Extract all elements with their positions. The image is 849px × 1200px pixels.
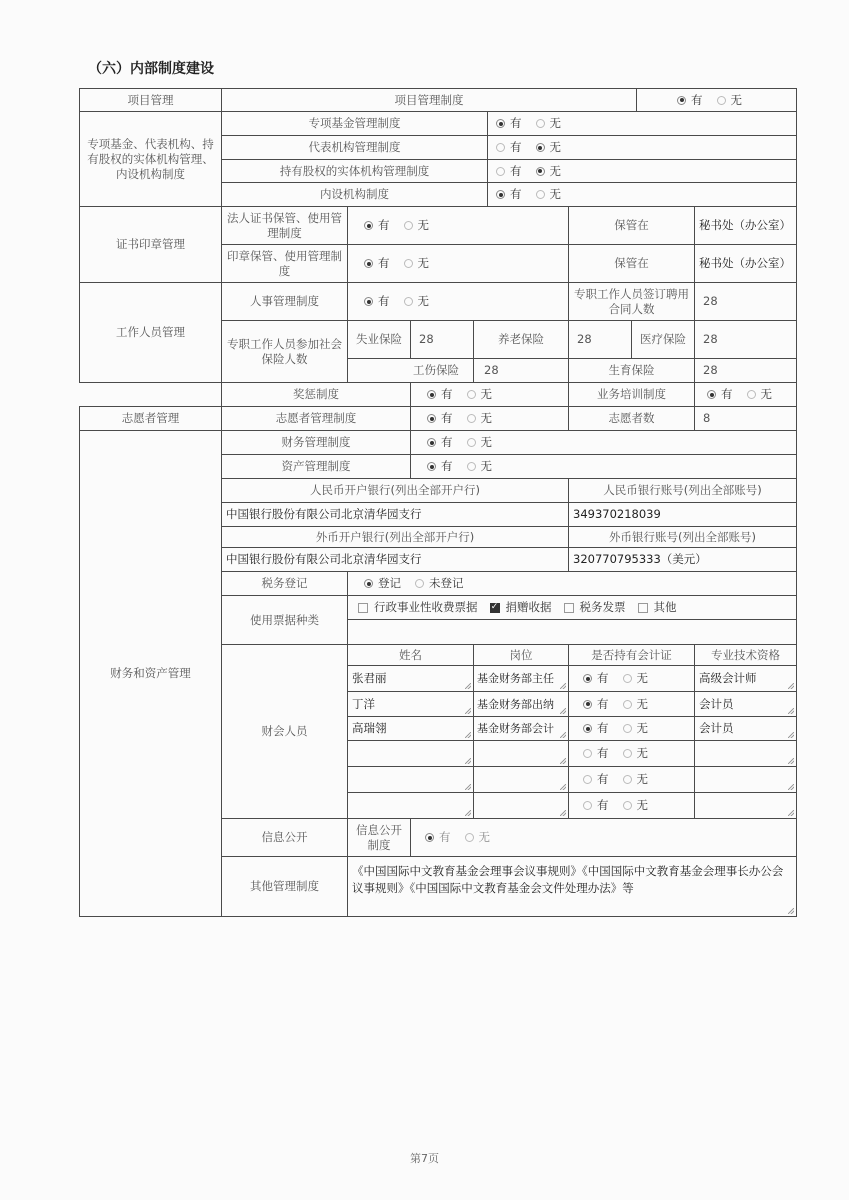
volunteer-count-value: 8 [694,406,797,431]
radio-label: 有 [597,671,609,685]
radio-label: 无 [636,671,648,685]
radio-label: 有 [441,435,453,449]
radio-empty-icon [496,143,505,152]
special-item: 持有股权的实体机构管理制度 [221,159,488,183]
radio-yes[interactable] [583,798,609,813]
medical-label: 医疗保险 [631,320,695,359]
radio-yes[interactable] [364,256,390,271]
radio-label: 无 [549,116,561,130]
radio-selected-icon [364,259,373,268]
acc-cert-choice[interactable] [568,716,695,741]
radio-yes[interactable] [677,93,703,108]
bill-type-checkbox[interactable] [358,600,478,615]
radio-empty-icon [404,221,413,230]
radio-label: 登记 [378,576,401,590]
radio-label: 无 [417,294,429,308]
checkbox-label: 其他 [653,600,677,614]
radio-empty-icon [467,414,476,423]
radio-yes[interactable] [364,576,401,591]
acc-qual[interactable] [694,740,797,767]
radio-label: 有 [439,830,451,844]
radio-no[interactable] [467,387,493,402]
disclosure-choice[interactable] [410,818,797,857]
radio-label: 无 [636,746,648,760]
special-choice[interactable] [487,159,797,183]
asset-choice[interactable] [410,454,797,479]
radio-label: 有 [441,459,453,473]
training-item: 业务培训制度 [568,382,695,407]
radio-empty-icon [467,462,476,471]
radio-empty-icon [623,749,632,758]
checkbox-empty-icon [564,603,574,613]
radio-label: 未登记 [429,576,464,590]
tax-label: 税务登记 [221,571,348,596]
acc-header-name: 姓名 [347,644,474,666]
acc-qual[interactable]: 会计员 [694,691,797,717]
section-title: （六）内部制度建设 [88,61,214,77]
acc-qual[interactable]: 会计员 [694,716,797,741]
checkbox-empty-icon [638,603,648,613]
radio-selected-icon [583,674,592,683]
radio-label: 有 [378,218,390,232]
acc-cert-choice[interactable] [568,792,695,819]
radio-yes[interactable] [496,116,522,131]
radio-yes[interactable] [583,746,609,761]
radio-label: 无 [480,435,492,449]
radio-no[interactable] [467,411,493,426]
radio-no[interactable] [467,435,493,450]
project-item: 项目管理制度 [221,88,637,112]
maternity-label: 生育保险 [568,358,695,383]
acc-qual[interactable] [694,766,797,793]
radio-empty-icon [404,259,413,268]
acc-cert-choice[interactable] [568,740,695,767]
asset-item: 资产管理制度 [221,454,411,479]
radio-label: 无 [760,387,772,401]
staff-label: 工作人员管理 [79,282,222,383]
seal-label: 证书印章管理 [79,206,222,283]
radio-empty-icon [583,749,592,758]
acc-post[interactable] [473,740,569,767]
volunteer-count-label: 志愿者数 [568,406,695,431]
radio-label: 有 [597,721,609,735]
radio-empty-icon [623,801,632,810]
injury-value: 28 [473,358,569,383]
kept-at-value: 秘书处（办公室） [694,206,797,245]
acc-post[interactable]: 基金财务部出纳 [473,691,569,717]
special-choice[interactable] [487,135,797,160]
radio-label: 无 [636,721,648,735]
radio-no[interactable] [415,576,464,591]
fx-account-value[interactable]: 320770795333（美元） [568,547,797,572]
acc-name[interactable]: 高瑞翎 [347,716,474,741]
radio-yes[interactable] [427,459,453,474]
radio-no[interactable] [623,772,649,787]
checkbox-label: 捐赠收据 [505,600,552,614]
acc-name[interactable]: 张君丽 [347,665,474,692]
acc-name[interactable] [347,792,474,819]
radio-no[interactable] [536,140,562,155]
radio-label: 无 [636,696,648,711]
kept-at-value: 秘书处（办公室） [694,244,797,283]
radio-empty-icon [536,119,545,128]
bill-types[interactable] [347,595,797,620]
reward-item: 奖惩制度 [221,382,411,407]
fx-bank-value[interactable]: 中国银行股份有限公司北京清华园支行 [221,547,569,572]
radio-label: 有 [597,746,609,760]
pension-label: 养老保险 [473,320,569,359]
radio-label: 无 [549,163,561,178]
acc-cert-choice[interactable] [568,665,695,692]
radio-label: 有 [510,163,522,178]
radio-empty-icon [467,438,476,447]
radio-no[interactable] [404,294,430,309]
acc-header-qual: 专业技术资格 [694,644,797,666]
bill-label: 使用票据种类 [221,595,348,645]
acc-name[interactable]: 丁洋 [347,691,474,717]
acc-cert-choice[interactable] [568,766,695,793]
seal-choice[interactable] [347,206,569,245]
other-value[interactable]: 《中国国际中文教育基金会理事会议事规则》《中国国际中文教育基金会理事长办公会议事规则》《中国国际中文教育基金会文件处理办法》等 [347,856,797,917]
radio-label: 无 [730,92,742,107]
radio-yes[interactable] [364,218,390,233]
radio-selected-icon [677,96,686,105]
radio-empty-icon [415,579,424,588]
radio-no[interactable] [467,459,493,474]
radio-empty-icon [623,700,632,709]
radio-yes[interactable] [583,721,609,736]
acc-post[interactable] [473,792,569,819]
radio-selected-icon [364,221,373,230]
radio-no[interactable] [717,93,743,108]
disclosure-item: 信息公开制度 [347,818,411,857]
radio-selected-icon [496,190,505,199]
kept-at-label: 保管在 [568,206,695,245]
radio-label: 有 [721,387,733,401]
radio-yes[interactable] [427,411,453,426]
radio-no[interactable] [404,218,430,233]
maternity-value: 28 [694,358,797,383]
radio-empty-icon [583,775,592,784]
volunteer-item: 志愿者管理制度 [221,406,411,431]
seal-choice[interactable] [347,244,569,283]
other-label: 其他管理制度 [221,856,348,917]
radio-label: 有 [691,92,703,107]
contract-label: 专职工作人员签订聘用合同人数 [568,282,695,321]
radio-label: 无 [480,387,492,401]
radio-selected-icon [583,724,592,733]
finance-label: 财务和资产管理 [79,430,222,917]
radio-label: 无 [417,256,429,270]
radio-yes[interactable] [583,697,609,712]
acc-post[interactable]: 基金财务部主任 [473,665,569,692]
radio-selected-icon [427,462,436,471]
radio-selected-icon [427,390,436,399]
volunteer-choice[interactable] [410,406,569,431]
special-label: 专项基金、代表机构、持有股权的实体机构管理、内设机构制度 [79,111,222,207]
unemployment-value: 28 [410,320,474,359]
radio-no[interactable] [623,671,649,686]
radio-yes[interactable] [427,435,453,450]
acc-header-post: 岗位 [473,644,569,666]
kept-at-label: 保管在 [568,244,695,283]
radio-label: 有 [510,140,522,154]
rmb-bank-header: 人民币开户银行(列出全部开户行) [221,478,569,503]
radio-no[interactable] [747,387,773,402]
radio-yes[interactable] [364,294,390,309]
tax-choice[interactable] [347,571,797,596]
acc-name[interactable] [347,740,474,767]
bill-type-checkbox[interactable] [564,600,626,615]
project-choice[interactable] [636,88,797,112]
radio-empty-icon [623,724,632,733]
radio-yes[interactable] [496,140,522,155]
insurance-label: 专职工作人员参加社会保险人数 [221,320,348,383]
radio-yes[interactable] [496,187,522,202]
radio-label: 有 [510,187,522,201]
seal-item: 法人证书保管、使用管理制度 [221,206,348,245]
training-choice[interactable] [694,382,797,407]
radio-label: 有 [597,798,609,812]
radio-selected-icon [707,390,716,399]
radio-label: 无 [417,218,429,232]
radio-label: 有 [510,116,522,130]
radio-selected-icon [425,833,434,842]
volunteer-label: 志愿者管理 [79,406,222,431]
radio-no[interactable] [623,798,649,813]
radio-label: 无 [549,140,561,154]
radio-label: 有 [441,387,453,401]
disclosure-label: 信息公开 [221,818,348,857]
bill-other-input[interactable] [347,619,797,645]
radio-label: 无 [549,187,561,201]
radio-label: 无 [480,459,492,473]
radio-selected-icon [427,414,436,423]
radio-selected-icon [427,438,436,447]
radio-yes[interactable] [583,671,609,686]
reward-choice[interactable] [410,382,569,407]
checkbox-label: 税务发票 [579,600,626,614]
checkbox-empty-icon [358,603,368,613]
injury-label: 工伤保险 [347,358,474,383]
acc-post[interactable] [473,766,569,793]
radio-label: 无 [480,411,492,425]
fx-account-header: 外币银行账号(列出全部账号) [568,526,797,548]
radio-selected-icon [364,579,373,588]
radio-selected-icon [364,297,373,306]
radio-no[interactable] [536,187,562,202]
acc-cert-choice[interactable] [568,691,695,717]
page-number: 第7页 [410,1152,439,1165]
finance-choice[interactable] [410,430,797,455]
radio-empty-icon [467,390,476,399]
radio-selected-icon [536,143,545,152]
radio-yes[interactable] [496,164,522,179]
medical-value: 28 [694,320,797,359]
checkbox-label: 行政事业性收费票据 [374,600,478,614]
radio-empty-icon [583,801,592,810]
bill-type-checkbox[interactable] [490,600,552,615]
radio-empty-icon [496,167,505,176]
radio-label: 无 [636,798,648,812]
special-item: 代表机构管理制度 [221,135,488,160]
radio-label: 有 [597,772,609,786]
checkbox-checked-icon: ✓ [490,602,499,612]
acc-name[interactable] [347,766,474,793]
radio-empty-icon [717,96,726,105]
rmb-account-value[interactable]: 349370218039 [568,502,797,527]
radio-label: 有 [441,411,453,425]
unemployment-label: 失业保险 [347,320,411,359]
acc-qual[interactable]: 高级会计师 [694,665,797,692]
radio-empty-icon [404,297,413,306]
radio-selected-icon [496,119,505,128]
radio-yes[interactable] [583,772,609,787]
radio-empty-icon [623,775,632,784]
radio-label: 无 [636,772,648,786]
radio-label: 无 [478,830,490,844]
accountants-label: 财会人员 [221,644,348,819]
radio-yes[interactable] [425,830,451,845]
acc-qual[interactable] [694,792,797,819]
radio-no[interactable] [536,116,562,131]
hr-choice[interactable] [347,282,569,321]
radio-no[interactable] [623,746,649,761]
radio-no[interactable] [623,697,649,712]
radio-no[interactable] [404,256,430,271]
radio-empty-icon [465,833,474,842]
fx-bank-header: 外币开户银行(列出全部开户行) [221,526,569,548]
radio-selected-icon [583,700,592,709]
radio-label: 有 [597,696,609,711]
radio-empty-icon [747,390,756,399]
contract-value: 28 [694,282,797,321]
hr-item: 人事管理制度 [221,282,348,321]
pension-value: 28 [568,320,632,359]
bill-type-checkbox[interactable] [638,600,677,615]
radio-label: 有 [378,294,390,308]
special-item: 专项基金管理制度 [221,111,488,136]
radio-empty-icon [623,674,632,683]
rmb-bank-value[interactable]: 中国银行股份有限公司北京清华园支行 [221,502,569,527]
radio-no[interactable] [465,830,491,845]
radio-no[interactable] [623,721,649,736]
seal-item: 印章保管、使用管理制度 [221,244,348,283]
radio-label: 有 [378,256,390,270]
acc-post[interactable]: 基金财务部会计 [473,716,569,741]
radio-empty-icon [536,190,545,199]
radio-no[interactable] [536,164,562,179]
acc-header-cert: 是否持有会计证 [568,644,695,666]
special-item: 内设机构制度 [221,182,488,207]
radio-yes[interactable] [707,387,733,402]
rmb-account-header: 人民币银行账号(列出全部账号) [568,478,797,503]
radio-selected-icon [536,167,545,176]
radio-yes[interactable] [427,387,453,402]
finance-item: 财务管理制度 [221,430,411,455]
project-label: 项目管理 [79,88,222,112]
special-choice[interactable] [487,182,797,207]
special-choice[interactable] [487,111,797,136]
